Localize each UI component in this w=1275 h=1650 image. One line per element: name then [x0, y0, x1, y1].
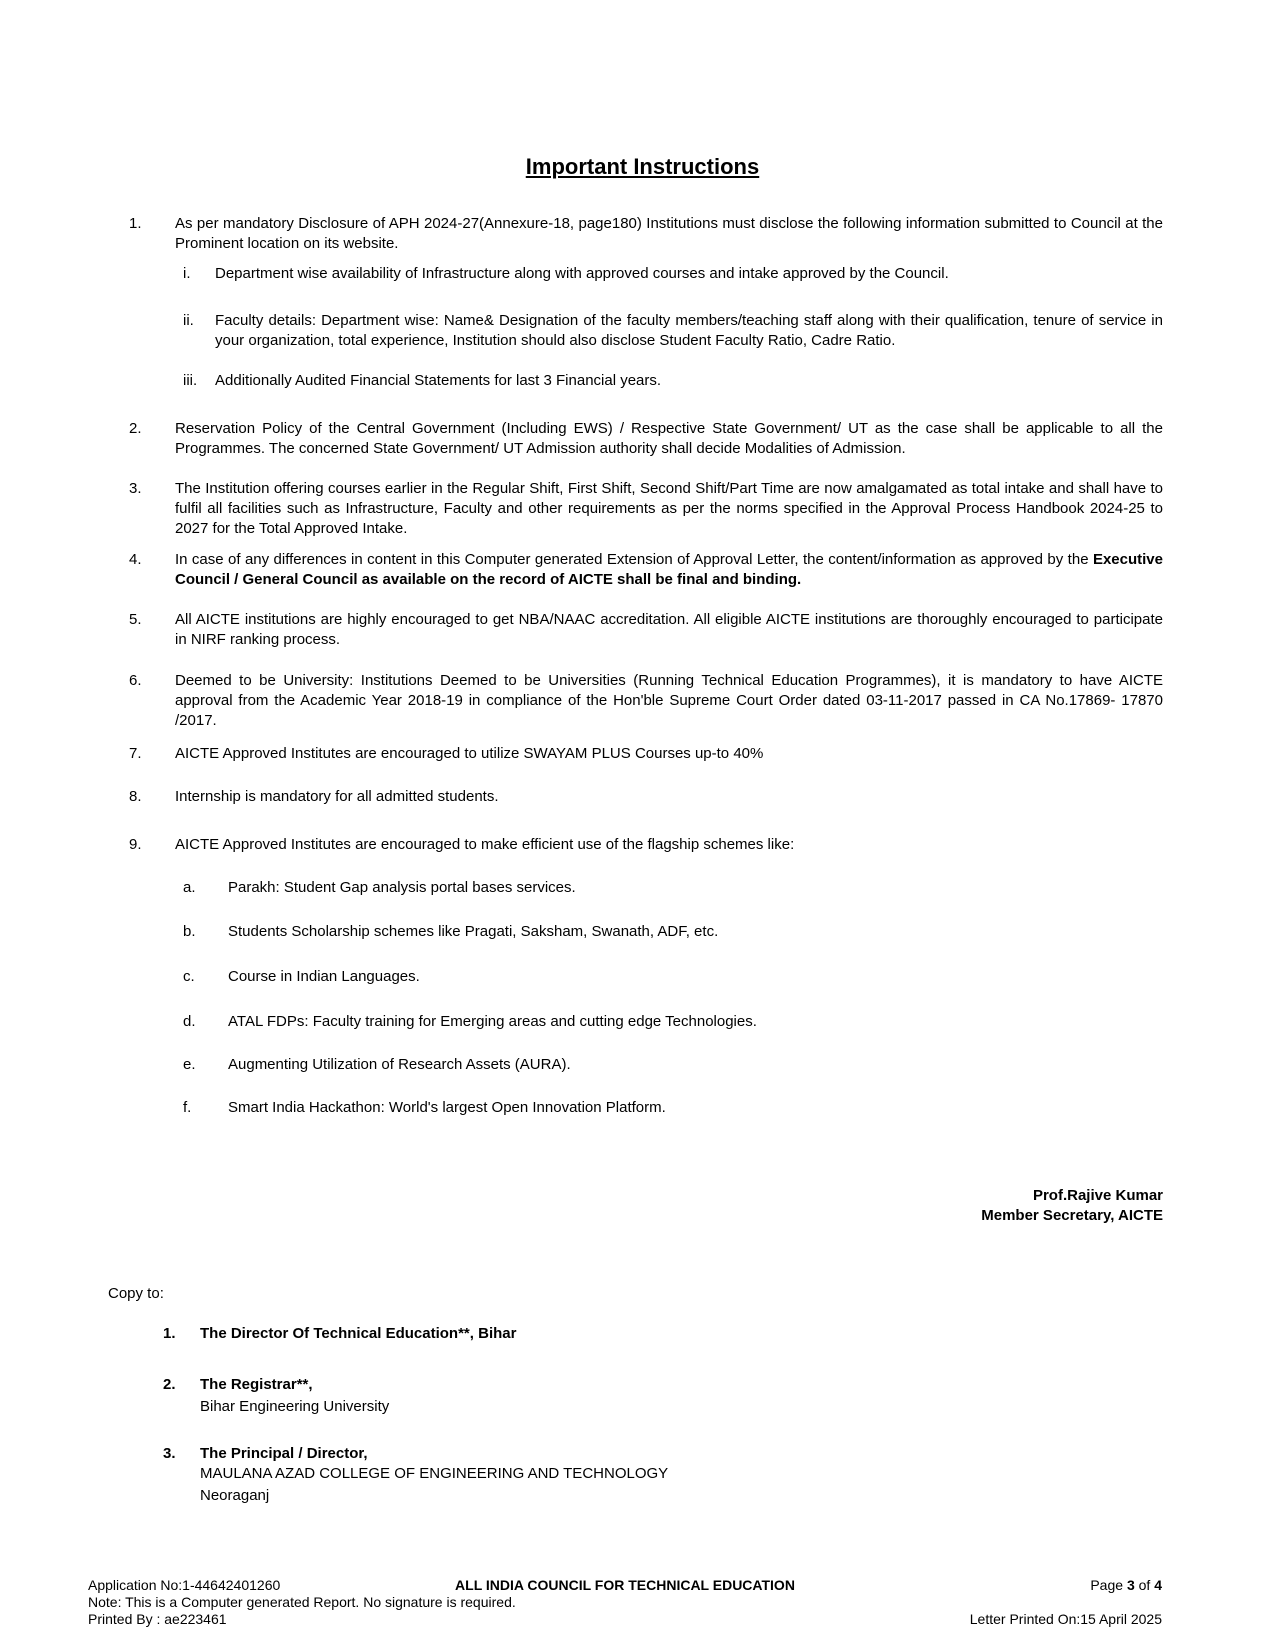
- recipient-number: 2.: [163, 1376, 176, 1393]
- item-text: The Institution offering courses earlier in the Regular Shift, First Shift, Second Shift/Part Time are now amalgamated as total intake and shall have to fulfil all facilities such as Infrastructure, Faculty and other requirements as per the norms specified in the Approval Process Handbook 2024-25 to 2027 for the Total Approved Intake.: [175, 480, 1163, 537]
- signatory-name: Prof.Rajive Kumar: [1032, 1187, 1163, 1204]
- sub-item-ii: [175, 311, 1163, 351]
- recipient-number: 3.: [163, 1445, 176, 1462]
- item-text: Deemed to be University: Institutions Deemed to be Universities (Running Technical Education Programmes), it is mandatory to have AICTE approval from the Academic Year 2018-19 in compliance of the Hon'ble Supreme Court Order dated 03-11-2017 passed in CA No.17869- 17870 /2017.: [175, 672, 1163, 729]
- recipient-title: The Principal / Director,: [200, 1445, 368, 1462]
- item-text: As per mandatory Disclosure of APH 2024-27(Annexure-18, page180) Institutions must disclose the following information submitted to Council at the Prominent location on its website.: [175, 215, 1163, 252]
- page-indicator: [795, 1577, 1162, 1594]
- instruction-list: [122, 214, 1163, 1118]
- item-number: 5.: [129, 611, 142, 628]
- recipient-line: MAULANA AZAD COLLEGE OF ENGINEERING AND TECHNOLOGY: [200, 1465, 669, 1482]
- sub-item-number: c.: [183, 968, 195, 985]
- copy-recipient-2: [163, 1375, 1163, 1417]
- recipient-line: Neoraganj: [200, 1487, 270, 1504]
- sub-item-number: d.: [183, 1013, 196, 1030]
- sub-item-number: b.: [183, 923, 196, 940]
- signature-block: [122, 1186, 1163, 1226]
- sub-item-e: [175, 1055, 1163, 1075]
- item-text-bold: Executive Council / General Council as available on the record of AICTE shall be final and binding.: [175, 551, 1163, 588]
- instruction-item-6: [122, 671, 1163, 731]
- instruction-item-5: [122, 610, 1163, 650]
- sub-item-text: Parakh: Student Gap analysis portal bases services.: [228, 879, 576, 896]
- sub-item-text: Faculty details: Department wise: Name& Designation of the faculty members/teaching staff along with their qualification, tenure of service in your organization, total experience, Institution should also disclose Student Faculty Ratio, Cadre Ratio.: [215, 312, 1163, 349]
- sub-item-number: iii.: [183, 372, 198, 389]
- item-number: 3.: [129, 480, 142, 497]
- instruction-item-3: [122, 479, 1163, 539]
- instruction-item-1: [122, 214, 1163, 391]
- item-number: 6.: [129, 672, 142, 689]
- recipient-line: Bihar Engineering University: [200, 1398, 390, 1415]
- item-text: [175, 550, 1163, 590]
- instruction-item-8: [122, 787, 1163, 807]
- printed-on: Letter Printed On:15 April 2025: [969, 1611, 1162, 1627]
- application-number: Application No:1-44642401260: [88, 1577, 281, 1593]
- recipient-number: 1.: [163, 1325, 176, 1342]
- sub-item-number: f.: [183, 1099, 192, 1116]
- item-number: 4.: [129, 551, 142, 568]
- sub-item-c: [175, 967, 1163, 987]
- of-word: of: [1138, 1577, 1151, 1593]
- signatory-designation: Member Secretary, AICTE: [981, 1207, 1163, 1224]
- instruction-item-7: [122, 744, 1163, 764]
- page-footer: [88, 1577, 1162, 1628]
- item-number: 2.: [129, 420, 142, 437]
- item-text-normal: In case of any differences in content in this Computer generated Extension of Approval Letter, the content/information as approved by the: [175, 551, 1093, 568]
- sub-item-i: [175, 264, 1163, 284]
- item-text: AICTE Approved Institutes are encouraged to utilize SWAYAM PLUS Courses up-to 40%: [175, 745, 764, 762]
- council-name: ALL INDIA COUNCIL FOR TECHNICAL EDUCATION: [455, 1577, 795, 1593]
- sub-item-text: Department wise availability of Infrastructure along with approved courses and intake approved by the Council.: [215, 265, 949, 282]
- item-number: 1.: [129, 215, 142, 232]
- item-number: 9.: [129, 836, 142, 853]
- instruction-item-2: [122, 419, 1163, 459]
- sub-item-number: ii.: [183, 312, 194, 329]
- sub-item-text: Students Scholarship schemes like Pragati, Saksham, Swanath, ADF, etc.: [228, 923, 719, 940]
- item-text: Internship is mandatory for all admitted students.: [175, 788, 499, 805]
- sub-item-text: ATAL FDPs: Faculty training for Emerging areas and cutting edge Technologies.: [228, 1013, 757, 1030]
- sub-item-text: Additionally Audited Financial Statements for last 3 Financial years.: [215, 372, 662, 389]
- instruction-item-9: [122, 835, 1163, 1118]
- item-number: 8.: [129, 788, 142, 805]
- sub-item-text: Smart India Hackathon: World's largest Open Innovation Platform.: [228, 1099, 666, 1116]
- instruction-item-4: [122, 550, 1163, 590]
- printed-by: Printed By : ae223461: [88, 1611, 227, 1627]
- item-text: Reservation Policy of the Central Government (Including EWS) / Respective State Government/ UT as the case shall be applicable to all the Programmes. The concerned State Government/ UT Admission authority shall decide Modalities of Admission.: [175, 420, 1163, 457]
- page-title: Important Instructions: [525, 154, 760, 179]
- sub-item-number: a.: [183, 879, 196, 896]
- sub-item-text: Augmenting Utilization of Research Assets (AURA).: [228, 1056, 571, 1073]
- document-content: [0, 154, 1275, 1226]
- sub-item-b: [175, 922, 1163, 942]
- sub-item-number: i.: [183, 265, 191, 282]
- page-total: 4: [1154, 1577, 1162, 1593]
- sub-item-text: Course in Indian Languages.: [228, 968, 420, 985]
- copy-to-label: Copy to:: [108, 1285, 164, 1302]
- copy-to-section: [108, 1284, 1163, 1506]
- sub-item-d: [175, 1012, 1163, 1032]
- sub-item-iii: [175, 371, 1163, 391]
- page-number: 3: [1126, 1577, 1135, 1593]
- item-text: All AICTE institutions are highly encouraged to get NBA/NAAC accreditation. All eligible AICTE institutions are thoroughly encouraged to participate in NIRF ranking process.: [175, 611, 1163, 648]
- sub-item-f: [175, 1098, 1163, 1118]
- copy-recipient-1: [163, 1324, 1163, 1344]
- sub-item-number: e.: [183, 1056, 196, 1073]
- recipient-title: The Director Of Technical Education**, Bihar: [200, 1325, 517, 1342]
- item-number: 7.: [129, 745, 142, 762]
- item-text: AICTE Approved Institutes are encouraged to make efficient use of the flagship schemes like:: [175, 836, 795, 853]
- recipient-title: The Registrar**,: [200, 1376, 313, 1393]
- copy-recipient-3: [163, 1444, 1163, 1506]
- sub-item-a: [175, 878, 1163, 898]
- footer-note: Note: This is a Computer generated Report. No signature is required.: [88, 1594, 516, 1610]
- page-word: Page: [1090, 1577, 1124, 1593]
